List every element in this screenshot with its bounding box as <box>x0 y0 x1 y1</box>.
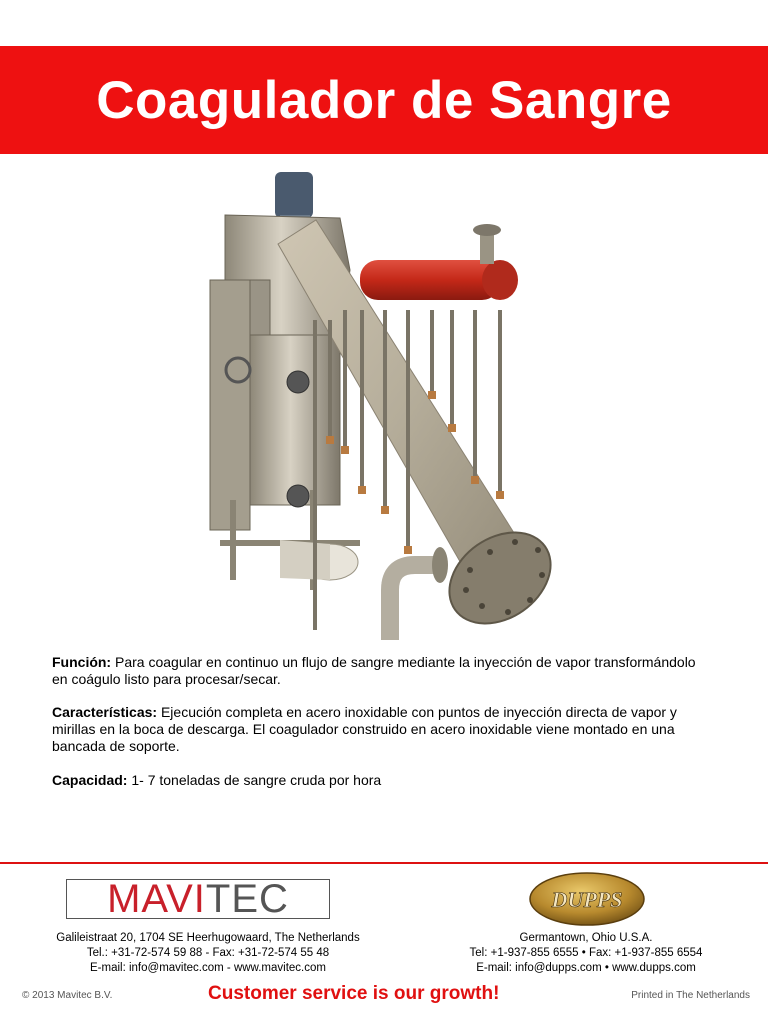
capacity-label: Capacidad: <box>52 772 128 788</box>
dupps-address: Germantown, Ohio U.S.A. <box>519 932 653 944</box>
capacity-text: 1- 7 toneladas de sangre cruda por hora <box>131 772 382 788</box>
mavitec-phone: Tel.: +31-72-574 59 88 - Fax: +31-72-574 55 48 <box>86 947 330 959</box>
slogan-text: Customer service is our growth! <box>208 983 500 1004</box>
steam-header-shape <box>360 260 500 300</box>
mavitec-contact <box>30 931 386 976</box>
function-text: Para coagular en continuo un flujo de sangre mediante la inyección de vapor transformándolo en coágulo listo para procesar/secar. <box>52 654 696 687</box>
dupps-phone: Tel: +1-937-855 6555 • Fax: +1-937-855 6554 <box>469 947 703 959</box>
copyright-text: © 2013 Mavitec B.V. <box>22 990 113 1001</box>
footer-divider <box>0 862 768 864</box>
motor-shape <box>275 172 313 218</box>
title-banner <box>0 46 768 154</box>
mavitec-logo-tec: TEC <box>205 876 289 921</box>
product-photo <box>190 160 570 645</box>
features-section <box>52 704 712 755</box>
dupps-logo <box>528 871 646 927</box>
mavitec-address: Galileistraat 20, 1704 SE Heerhugowaard, The Netherlands <box>56 932 360 944</box>
printed-text: Printed in The Netherlands <box>631 990 750 1001</box>
mavitec-logo <box>66 876 330 921</box>
features-text: Ejecución completa en acero inoxidable con puntos de inyección directa de vapor y mirillas en la boca de descarga. El coagulador construido en acero inoxidable viene montado en una bancada de soporte. <box>52 704 677 754</box>
mavitec-logo-mavi: MAVI <box>107 876 206 921</box>
function-section <box>52 654 712 688</box>
features-label: Características: <box>52 704 158 720</box>
function-label: Función: <box>52 654 112 670</box>
capacity-section <box>52 772 712 789</box>
page-title: Coagulador de Sangre <box>96 70 672 130</box>
dupps-contact <box>426 931 746 976</box>
dupps-email: E-mail: info@dupps.com • www.dupps.com <box>476 962 696 974</box>
dupps-logo-text: DUPPS <box>551 887 623 912</box>
mavitec-email: E-mail: info@mavitec.com - www.mavitec.com <box>90 962 326 974</box>
